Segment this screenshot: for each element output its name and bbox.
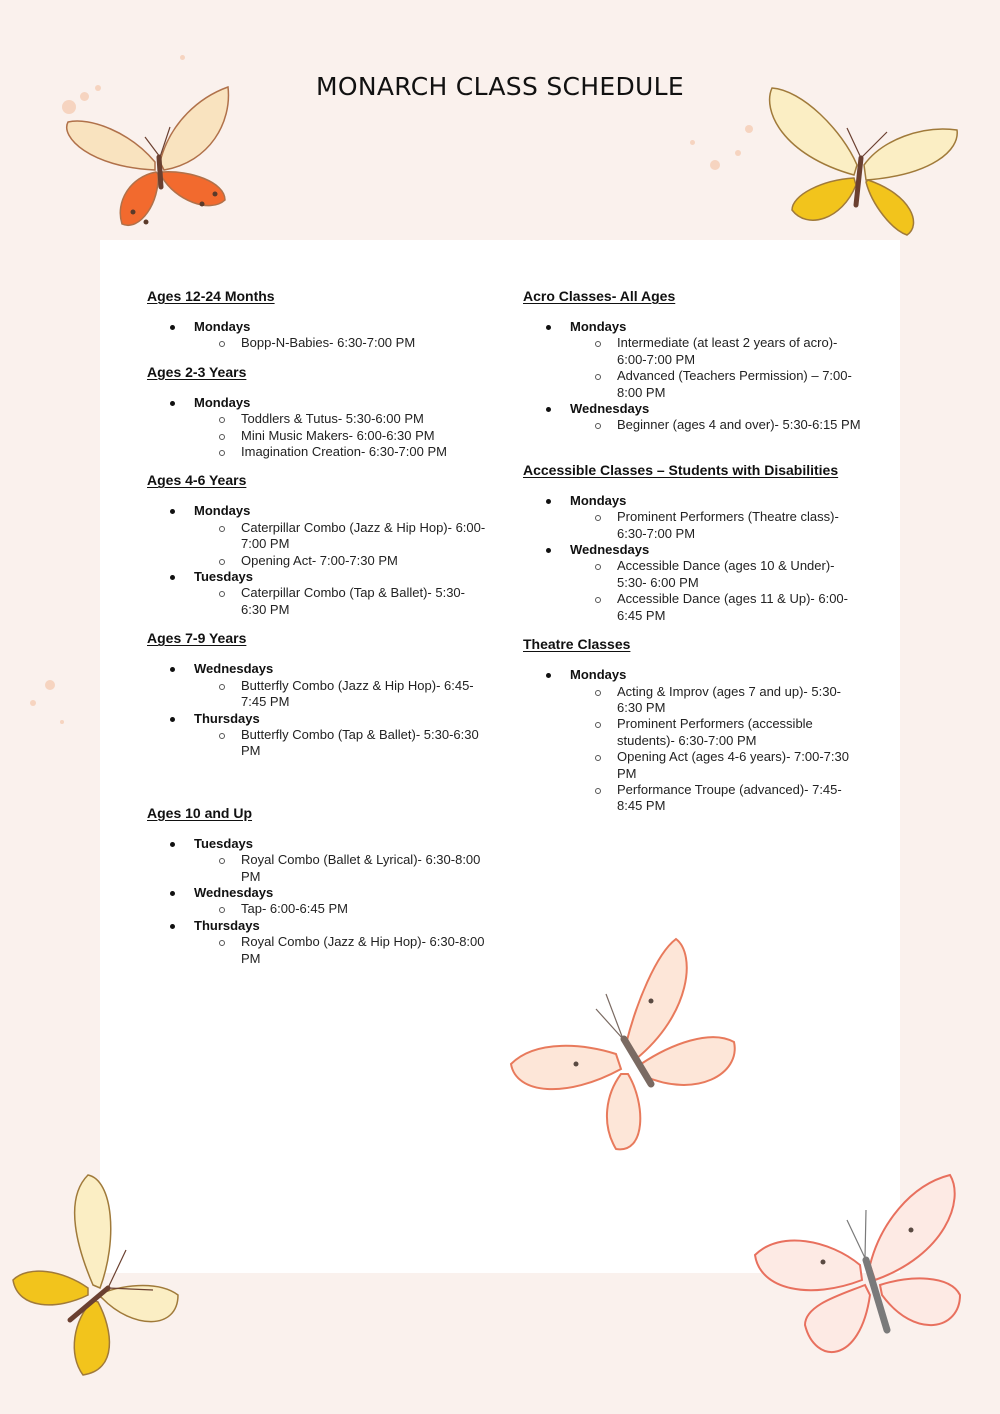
coral-butterfly-center-icon [506,934,741,1156]
class-item: Prominent Performers (Theatre class)- 6:30-7:00 PM [570,509,863,542]
class-item: Tap- 6:00-6:45 PM [194,901,487,917]
section-ages-10-and-up [147,804,487,967]
day-item: Tuesdays Caterpillar Combo (Tap & Ballet)- 5:30-6:30 PM [147,569,487,618]
section-heading: Ages 2-3 Years [147,363,247,380]
section-ages-7-9-years [147,629,487,759]
class-item: Imagination Creation- 6:30-7:00 PM [194,444,487,460]
class-item: Caterpillar Combo (Jazz & Hip Hop)- 6:00-7:00 PM [194,520,487,553]
circle-bullet-icon [219,733,225,739]
bullet-icon [546,499,551,504]
bullet-icon [170,891,175,896]
class-item: Caterpillar Combo (Tap & Ballet)- 5:30-6:30 PM [194,585,487,618]
orange-butterfly-icon [60,82,230,232]
bullet-icon [546,673,551,678]
bullet-icon [170,842,175,847]
class-item: Performance Troupe (advanced)- 7:45-8:45 PM [570,782,863,815]
bullet-icon [170,575,175,580]
day-item: Mondays Bopp-N-Babies- 6:30-7:00 PM [147,319,487,352]
section-ages-4-6-years [147,471,487,618]
class-item: Opening Act (ages 4-6 years)- 7:00-7:30 PM [570,749,863,782]
circle-bullet-icon [219,526,225,532]
circle-bullet-icon [595,722,601,728]
circle-bullet-icon [595,515,601,521]
bullet-icon [170,325,175,330]
section-accessible-classes [523,461,863,624]
class-item: Accessible Dance (ages 10 & Under)- 5:30- 6:00 PM [570,558,863,591]
right-column [523,287,863,815]
yellow-butterfly-top-right-icon [762,80,962,240]
class-item: Mini Music Makers- 6:00-6:30 PM [194,428,487,444]
day-item: Mondays Acting & Improv (ages 7 and up)- 5:30-6:30 PM Prominent Performers (accessible students)- 6:30-7:00 PM Opening Act (ages 4-6 years)- 7:00-7:30 PM Performance Troupe (advanced)- 7:45-8:45 PM [523,667,863,815]
section-heading: Ages 10 and Up [147,804,253,821]
day-item: Tuesdays Royal Combo (Ballet & Lyrical)- 6:30-8:00 PM [147,836,487,885]
circle-bullet-icon [219,341,225,347]
bullet-icon [546,407,551,412]
class-item: Intermediate (at least 2 years of acro)- 6:00-7:00 PM [570,335,863,368]
bullet-icon [170,924,175,929]
class-item: Beginner (ages 4 and over)- 5:30-6:15 PM [570,417,863,433]
section-theatre-classes [523,635,863,815]
circle-bullet-icon [219,684,225,690]
page-title: MONARCH CLASS SCHEDULE [316,72,684,101]
class-item: Royal Combo (Ballet & Lyrical)- 6:30-8:00 PM [194,852,487,885]
circle-bullet-icon [595,788,601,794]
bullet-icon [170,667,175,672]
section-heading: Ages 4-6 Years [147,472,247,489]
schedule-card [100,240,900,1273]
day-item: Wednesdays Tap- 6:00-6:45 PM [147,885,487,918]
circle-bullet-icon [595,597,601,603]
bullet-icon [546,548,551,553]
day-item: Wednesdays Beginner (ages 4 and over)- 5:30-6:15 PM [523,401,863,434]
circle-bullet-icon [595,374,601,380]
bullet-icon [170,717,175,722]
circle-bullet-icon [219,417,225,423]
class-item: Royal Combo (Jazz & Hip Hop)- 6:30-8:00 PM [194,934,487,967]
left-column [147,287,487,967]
class-item: Accessible Dance (ages 11 & Up)- 6:00-6:45 PM [570,591,863,624]
circle-bullet-icon [219,450,225,456]
circle-bullet-icon [219,559,225,565]
circle-bullet-icon [595,564,601,570]
circle-bullet-icon [595,690,601,696]
circle-bullet-icon [219,907,225,913]
class-item: Advanced (Teachers Permission) – 7:00-8:00 PM [570,368,863,401]
red-butterfly-bottom-right-icon [750,1170,970,1380]
day-item: Wednesdays Accessible Dance (ages 10 & Under)- 5:30- 6:00 PM Accessible Dance (ages 11 & Up)- 6:00-6:45 PM [523,542,863,624]
circle-bullet-icon [595,423,601,429]
circle-bullet-icon [219,591,225,597]
section-acro-classes [523,287,863,434]
circle-bullet-icon [219,434,225,440]
class-item: Toddlers & Tutus- 5:30-6:00 PM [194,411,487,427]
bullet-icon [170,509,175,514]
section-heading: Acro Classes- All Ages [523,288,676,304]
circle-bullet-icon [595,341,601,347]
circle-bullet-icon [219,940,225,946]
yellow-butterfly-bottom-left-icon [8,1170,183,1380]
class-item: Acting & Improv (ages 7 and up)- 5:30-6:30 PM [570,684,863,717]
class-item: Bopp-N-Babies- 6:30-7:00 PM [194,335,487,351]
section-ages-2-3-years [147,363,487,461]
class-item: Prominent Performers (accessible students)- 6:30-7:00 PM [570,716,863,749]
day-item: Mondays Intermediate (at least 2 years of acro)- 6:00-7:00 PM Advanced (Teachers Permission) – 7:00-8:00 PM [523,319,863,401]
day-item: Mondays Toddlers & Tutus- 5:30-6:00 PM Mini Music Makers- 6:00-6:30 PM Imagination Creation- 6:30-7:00 PM [147,395,487,461]
day-item: Wednesdays Butterfly Combo (Jazz & Hip Hop)- 6:45-7:45 PM [147,661,487,710]
circle-bullet-icon [595,755,601,761]
section-heading: Ages 7-9 Years [147,630,247,647]
day-item: Thursdays Royal Combo (Jazz & Hip Hop)- 6:30-8:00 PM [147,918,487,967]
circle-bullet-icon [219,858,225,864]
class-item: Butterfly Combo (Tap & Ballet)- 5:30-6:30 PM [194,727,487,760]
section-heading: Theatre Classes [523,636,631,653]
class-item: Butterfly Combo (Jazz & Hip Hop)- 6:45-7:45 PM [194,678,487,711]
day-item: Mondays Caterpillar Combo (Jazz & Hip Hop)- 6:00-7:00 PM Opening Act- 7:00-7:30 PM [147,503,487,569]
day-item: Thursdays Butterfly Combo (Tap & Ballet)- 5:30-6:30 PM [147,711,487,760]
bullet-icon [546,325,551,330]
section-heading: Accessible Classes – Students with Disabilities [523,461,839,478]
class-item: Opening Act- 7:00-7:30 PM [194,553,487,569]
section-heading: Ages 12-24 Months [147,288,275,304]
day-item: Mondays Prominent Performers (Theatre class)- 6:30-7:00 PM [523,493,863,542]
section-ages-12-24-months [147,287,487,352]
bullet-icon [170,401,175,406]
